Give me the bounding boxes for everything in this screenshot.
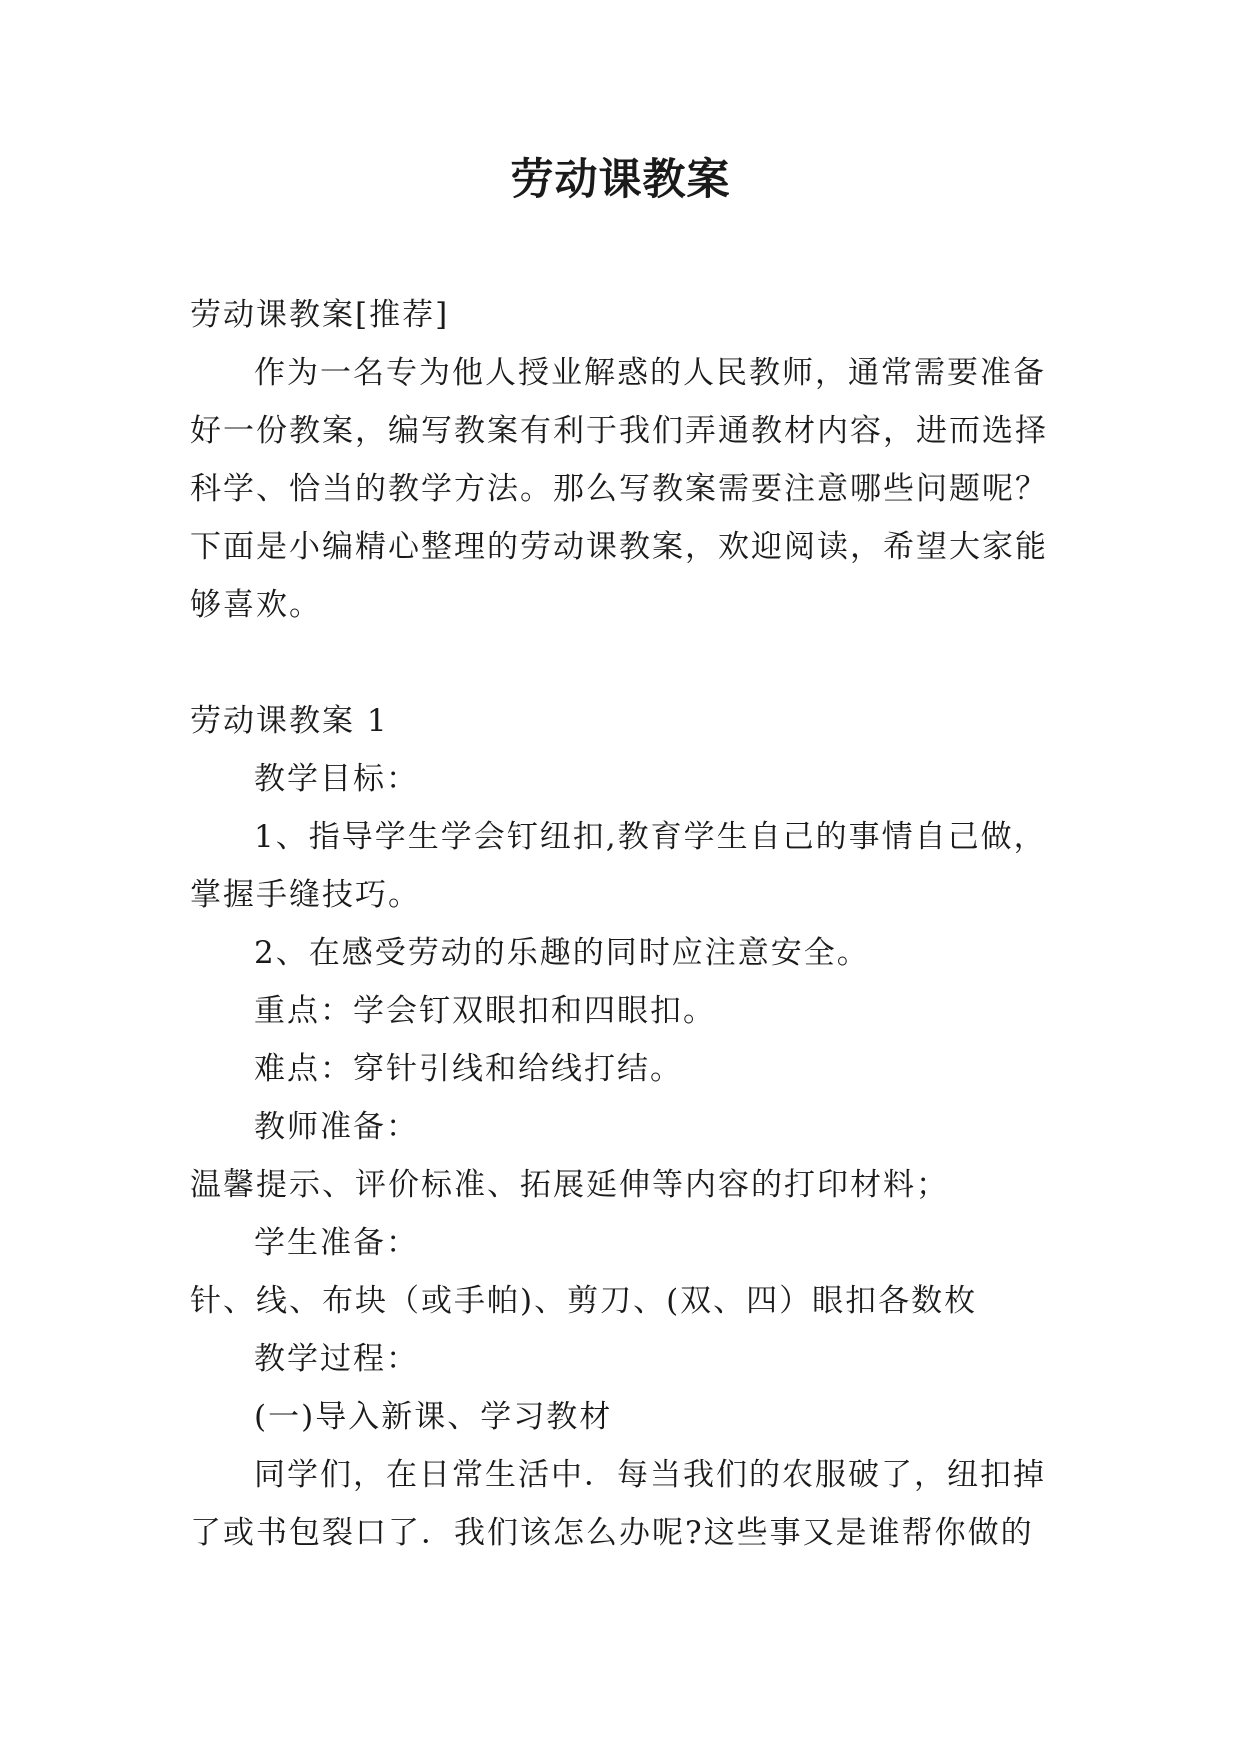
intro-line: 科学、恰当的教学方法。那么写教案需要注意哪些问题呢？ [190, 471, 1048, 507]
body-line: 了或书包裂口了．我们该怎么办呢?这些事又是谁帮你做的 [190, 1515, 1034, 1551]
body-line: 1、指导学生学会钉纽扣,教育学生自己的事情自己做， [254, 819, 1047, 855]
body-line: 教学目标： [254, 761, 419, 797]
body-line: 难点：穿针引线和给线打结。 [254, 1051, 683, 1087]
paragraph-gap [190, 634, 1060, 692]
intro-line: 好一份教案，编写教案有利于我们弄通教材内容，进而选择 [190, 413, 1048, 449]
body-line: 温馨提示、评价标准、拓展延伸等内容的打印材料； [190, 1167, 949, 1203]
body-line: 2、在感受劳动的乐趣的同时应注意安全。 [254, 935, 870, 971]
intro-line: 下面是小编精心整理的劳动课教案，欢迎阅读，希望大家能 [190, 529, 1048, 565]
intro-line: 够喜欢。 [190, 587, 322, 623]
body-line: (一)导入新课、学习教材 [254, 1399, 613, 1435]
intro-line: 作为一名专为他人授业解惑的人民教师，通常需要准备 [254, 355, 1046, 391]
section-heading: 劳动课教案 1 [190, 703, 389, 739]
document-title: 劳动课教案 [510, 155, 731, 205]
body-line: 掌握手缝技巧。 [190, 877, 421, 913]
body-line: 教师准备： [254, 1109, 419, 1145]
body-line: 重点：学会钉双眼扣和四眼扣。 [254, 993, 716, 1029]
body-line: 同学们，在日常生活中．每当我们的农服破了，纽扣掉 [254, 1457, 1046, 1493]
document-body [190, 286, 1060, 1562]
body-line: 教学过程： [254, 1341, 419, 1377]
body-line: 针、线、布块（或手帕)、剪刀、(双、四）眼扣各数枚 [190, 1283, 978, 1319]
body-line: 学生准备： [254, 1225, 419, 1261]
document-subtitle: 劳动课教案[推荐] [190, 297, 450, 333]
